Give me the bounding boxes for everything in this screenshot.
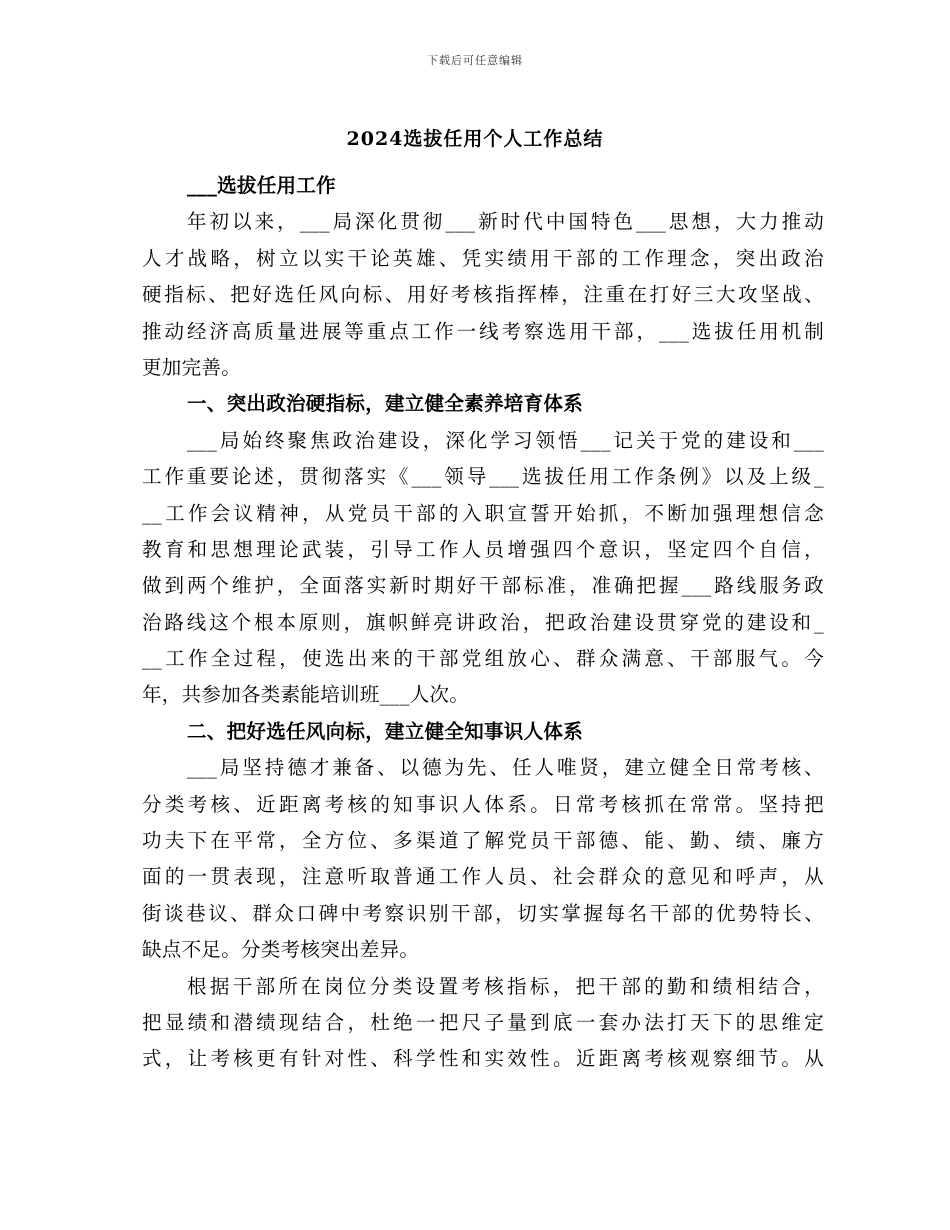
- paragraph-line: 硬指标、把好选任风向标、用好考核指挥棒，注重在打好三大攻坚战、: [142, 283, 824, 307]
- paragraph-line: __工作会议精神，从党员干部的入职宣誓开始抓，不断加强理想信念: [142, 501, 824, 525]
- section-heading: ___选拔任用工作: [187, 174, 336, 197]
- paragraph-line: 缺点不足。分类考核突出差异。: [142, 938, 420, 962]
- header-note: 下载后可任意编辑: [427, 54, 523, 67]
- paragraph-line: 功夫下在平常，全方位、多渠道了解党员干部德、能、勤、绩、廉方: [142, 829, 824, 853]
- paragraph-line: 街谈巷议、群众口碑中考察识别干部，切实掌握每名干部的优势特长、: [142, 901, 824, 925]
- paragraph-line: __工作全过程，使选出来的干部党组放心、群众满意、干部服气。今: [142, 647, 824, 671]
- paragraph-line: 治路线这个根本原则，旗帜鲜亮讲政治，把政治建设贯穿党的建设和_: [142, 610, 824, 634]
- paragraph-line: 式，让考核更有针对性、科学性和实效性。近距离考核观察细节。从: [142, 1047, 824, 1071]
- paragraph-line: 把显绩和潜绩现结合，杜绝一把尺子量到底一套办法打天下的思维定: [142, 1010, 824, 1034]
- section-heading: 二、把好选任风向标，建立健全知事识人体系: [187, 719, 584, 743]
- paragraph-line: 根据干部所在岗位分类设置考核指标，把干部的勤和绩相结合，: [187, 974, 824, 998]
- paragraph-line: 工作重要论述，贯彻落实《___领导___选拔任用工作条例》以及上级_: [142, 465, 824, 489]
- paragraph-line: 推动经济高质量进展等重点工作一线考察选用干部，___选拔任用机制: [142, 319, 824, 343]
- document-title: 2024选拔任用个人工作总结: [346, 128, 604, 150]
- paragraph-line: 分类考核、近距离考核的知事识人体系。日常考核抓在常常。坚持把: [142, 792, 824, 816]
- paragraph-line: ___局坚持德才兼备、以德为先、任人唯贤，建立健全日常考核、: [187, 756, 824, 780]
- paragraph-line: 年初以来，___局深化贯彻___新时代中国特色___思想，大力推动: [187, 210, 824, 234]
- paragraph-line: ___局始终聚焦政治建设，深化学习领悟___记关于党的建设和___: [187, 428, 824, 452]
- paragraph-line: 面的一贯表现，注意听取普通工作人员、社会群众的意见和呼声，从: [142, 865, 824, 889]
- paragraph-line: 更加完善。: [142, 355, 242, 379]
- paragraph-line: 年，共参加各类素能培训班___人次。: [142, 683, 470, 707]
- document-body: [142, 168, 824, 1078]
- section-heading: 一、突出政治硬指标，建立健全素养培育体系: [187, 392, 584, 416]
- paragraph-line: 人才战略，树立以实干论英雄、凭实绩用干部的工作理念，突出政治: [142, 246, 824, 270]
- paragraph-line: 做到两个维护，全面落实新时期好干部标准，准确把握___路线服务政: [142, 574, 824, 598]
- paragraph-line: 教育和思想理论武装，引导工作人员增强四个意识，坚定四个自信，: [142, 537, 824, 561]
